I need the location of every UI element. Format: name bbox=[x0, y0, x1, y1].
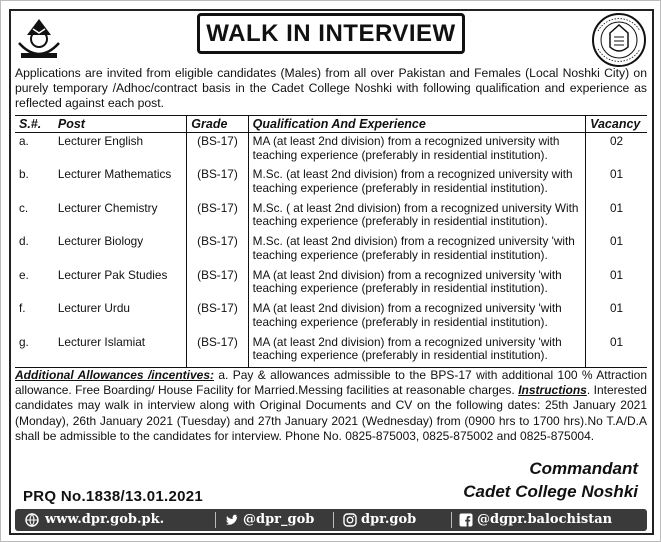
title-box bbox=[197, 13, 465, 54]
row-sn: g. bbox=[15, 334, 54, 368]
row-post: Lecturer English bbox=[57, 134, 144, 148]
qualification-line: MA (at least 2nd division) from a recognized university 'with bbox=[252, 334, 562, 349]
instagram-icon bbox=[343, 513, 357, 527]
table-row bbox=[15, 300, 647, 334]
row-sn: d. bbox=[19, 234, 29, 248]
row-grade: (BS-17) bbox=[187, 300, 248, 334]
signature-title: Commandant bbox=[529, 459, 638, 478]
footer-bar bbox=[15, 509, 647, 531]
row-post: Lecturer Biology bbox=[57, 234, 144, 248]
row-vacancy: 02 bbox=[586, 133, 647, 167]
signature-block bbox=[463, 457, 638, 503]
qualification-line: teaching experience (preferably in residential institution). bbox=[252, 314, 548, 329]
footer-divider bbox=[333, 512, 334, 528]
page-title: WALK IN INTERVIEW bbox=[206, 20, 456, 47]
row-post: Lecturer Islamiat bbox=[54, 334, 187, 368]
footer-instagram[interactable] bbox=[343, 509, 416, 531]
qualification-line: M.Sc. (at least 2nd division) from a recognized university with bbox=[252, 167, 573, 181]
facebook-handle: @dgpr.balochistan bbox=[477, 512, 613, 527]
twitter-icon bbox=[225, 514, 239, 526]
table-row bbox=[15, 233, 647, 267]
qualification-line: M.Sc. ( at least 2nd division) from a recognized university With bbox=[252, 200, 579, 215]
row-vacancy: 01 bbox=[586, 166, 647, 200]
instagram-handle: dpr.gob bbox=[361, 512, 417, 527]
footer-divider bbox=[215, 512, 216, 528]
row-sn: b. bbox=[19, 167, 29, 181]
qualification-line: teaching experience (preferably in residential institution). bbox=[252, 214, 548, 228]
row-grade: (BS-17) bbox=[187, 267, 248, 301]
row-vacancy: 01 bbox=[586, 233, 647, 267]
row-post: Lecturer Mathematics bbox=[57, 167, 172, 181]
row-vacancy: 01 bbox=[586, 334, 647, 368]
qualification-line: teaching experience (preferably in residential institution). bbox=[252, 147, 548, 162]
row-sn: e. bbox=[19, 267, 29, 282]
footer-facebook[interactable] bbox=[459, 509, 612, 531]
qualification-line: MA (at least 2nd division) from a recognized university with bbox=[252, 134, 560, 148]
posts-table bbox=[15, 115, 647, 368]
table-row bbox=[15, 133, 647, 167]
qualification-line: MA (at least 2nd division) from a recognized university 'with bbox=[252, 301, 562, 315]
row-post: Lecturer Urdu bbox=[57, 301, 130, 315]
qualification-line: M.Sc. (at least 2nd division) from a recognized university 'with bbox=[252, 234, 575, 248]
row-qualification bbox=[248, 233, 585, 267]
row-qualification bbox=[248, 334, 585, 368]
row-post: Lecturer Pak Studies bbox=[57, 267, 168, 282]
row-qualification bbox=[248, 166, 585, 200]
row-qualification bbox=[248, 300, 585, 334]
table-row bbox=[15, 200, 647, 234]
qualification-line: MA (at least 2nd division) from a recognized university 'with bbox=[252, 267, 562, 282]
table-header-row bbox=[15, 116, 647, 133]
table-row bbox=[15, 166, 647, 200]
instructions-text: . Interested candidates may walk in interview along with Original Documents and CV on the following dates: 25th January 2021 (Monday), 26th January 2021 (Tuesday) and 27th January 2021 (Wednesday) from (0900 hrs to 1700 hrs).No T.A/D.A shall be admissible to the candidates for interview. Phone No. 0825-875003, 0825-875002 and 0825-875004. bbox=[15, 383, 647, 443]
header-grade: Grade bbox=[187, 116, 248, 133]
website-label: www.dpr.gob.pk. bbox=[45, 512, 165, 527]
college-crest-icon bbox=[590, 11, 648, 69]
row-vacancy: 01 bbox=[586, 267, 647, 301]
row-grade: (BS-17) bbox=[187, 133, 248, 167]
twitter-handle: @dpr_gob bbox=[243, 512, 315, 527]
table-row bbox=[15, 267, 647, 301]
header-vacancy: Vacancy bbox=[586, 116, 647, 133]
qualification-line: teaching experience (preferably in residential institution). bbox=[252, 348, 548, 362]
allowances-heading: Additional Allowances /incentives: bbox=[15, 368, 214, 382]
header-post: Post bbox=[54, 116, 187, 133]
prq-number: PRQ No.1838/13.01.2021 bbox=[23, 488, 204, 505]
header-sn: S.#. bbox=[15, 116, 54, 133]
footer-twitter[interactable] bbox=[225, 509, 314, 531]
row-sn: f. bbox=[19, 301, 26, 315]
instructions-heading: Instructions bbox=[518, 383, 587, 398]
row-grade: (BS-17) bbox=[187, 233, 248, 267]
row-post: Lecturer Chemistry bbox=[57, 200, 158, 215]
qualification-line: teaching experience (preferably in residential institution). bbox=[252, 247, 548, 262]
qualification-line: teaching experience (preferably in residential institution). bbox=[252, 281, 548, 295]
row-qualification bbox=[248, 267, 585, 301]
row-grade: (BS-17) bbox=[187, 200, 248, 234]
allowances-paragraph bbox=[15, 368, 647, 444]
intro-paragraph: Applications are invited from eligible candidates (Males) from all over Pakistan and Females (Local Noshki City) on purely temporary /Adhoc/contract basis in the Cadet College Noshki with following qualification and experience as reflected against each post. bbox=[15, 66, 647, 110]
header-qualification: Qualification And Experience bbox=[248, 116, 585, 133]
globe-icon bbox=[23, 513, 41, 527]
signature-institution: Cadet College Noshki bbox=[463, 482, 638, 501]
footer-divider bbox=[451, 512, 452, 528]
qualification-line: teaching experience (preferably in residential institution). bbox=[252, 180, 548, 195]
row-grade: (BS-17) bbox=[187, 334, 248, 368]
facebook-icon bbox=[459, 513, 473, 527]
row-grade: (BS-17) bbox=[187, 166, 248, 200]
row-qualification bbox=[248, 133, 585, 167]
government-emblem-icon bbox=[13, 13, 65, 65]
row-vacancy: 01 bbox=[586, 200, 647, 234]
row-vacancy: 01 bbox=[586, 300, 647, 334]
footer-website[interactable] bbox=[23, 509, 164, 531]
row-qualification bbox=[248, 200, 585, 234]
allowances-text: a. Pay & allowances admissible to the BPS-17 with additional 100 % Attraction allowance. Free Boarding/ House Facility for Married.Messing facilities at reasonable charges. bbox=[15, 368, 647, 398]
row-sn: c. bbox=[19, 200, 29, 215]
row-sn: a. bbox=[19, 134, 29, 148]
table-row bbox=[15, 334, 647, 368]
